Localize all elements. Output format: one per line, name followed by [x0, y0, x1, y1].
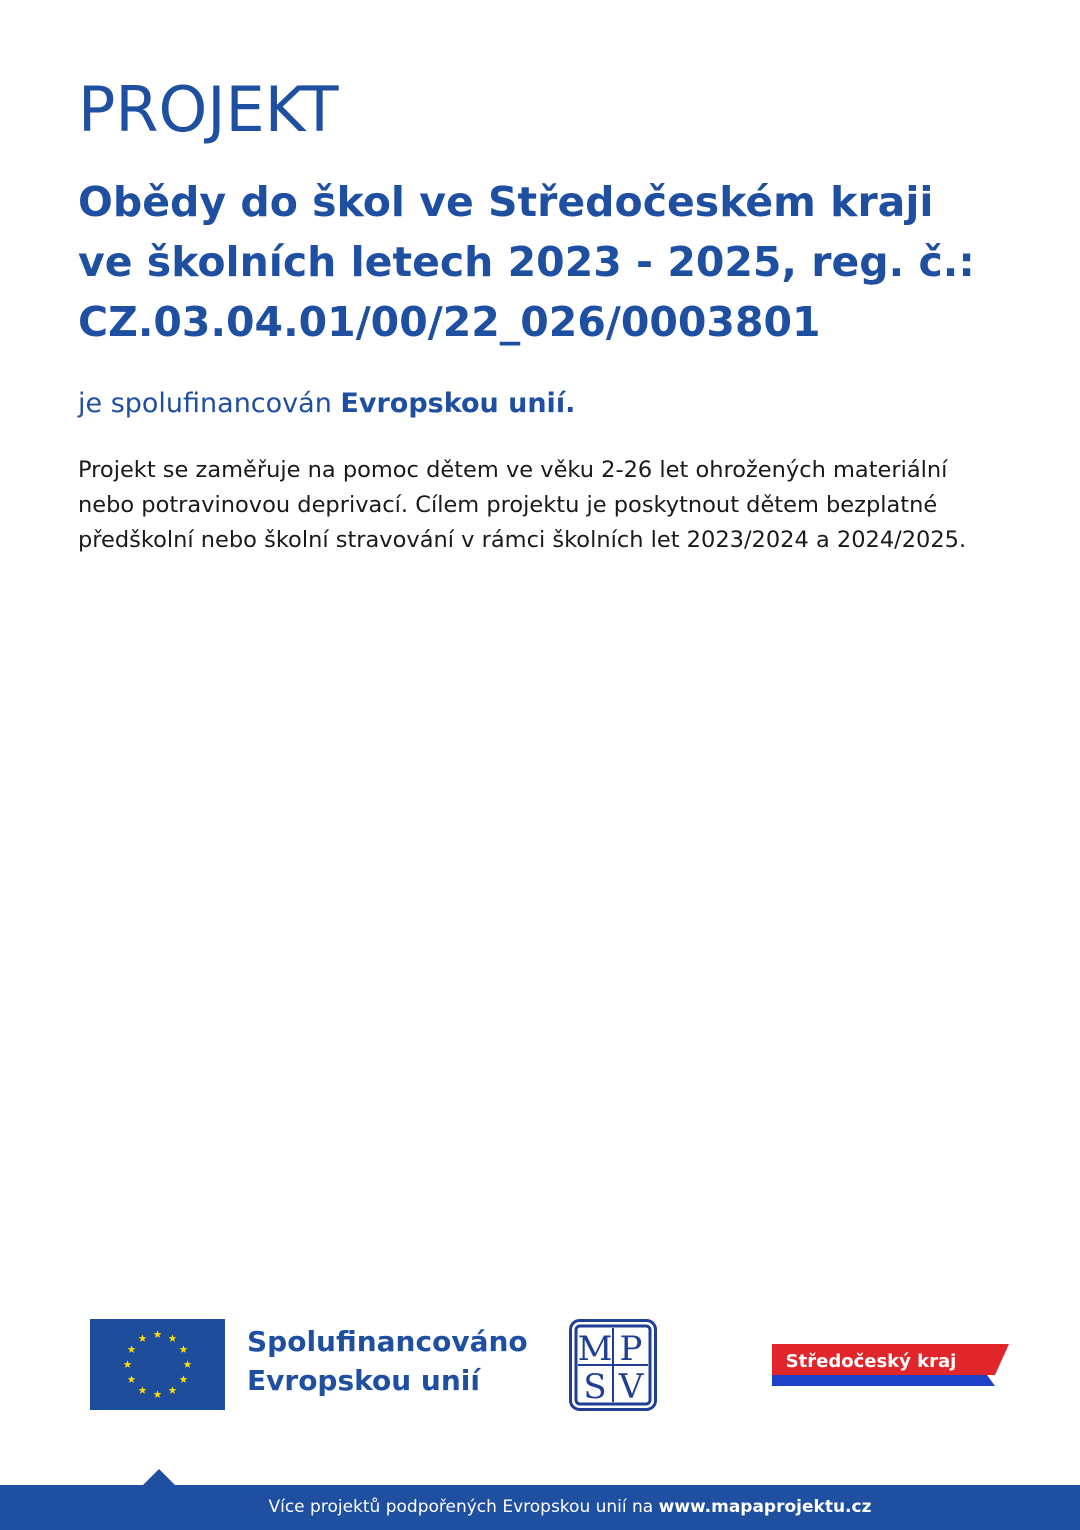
mpsv-letter-v: V [618, 1367, 644, 1407]
footer-notch [142, 1469, 176, 1486]
footer-caption: Více projektů podpořených Evropskou unií na [268, 1497, 654, 1517]
mpsv-letter-p: P [619, 1329, 643, 1369]
page-label: PROJEKT [78, 73, 339, 146]
mpsv-letter-m: M [577, 1329, 613, 1369]
stredocesky-kraj-logo [771, 1342, 1011, 1388]
description-line: Projekt se zaměřuje na pomoc dětem ve věku 2-26 let ohrožených materiální [78, 457, 948, 483]
project-title-line: CZ.03.04.01/00/22_026/0003801 [78, 298, 821, 346]
project-description [78, 453, 1038, 558]
cofinance-bold: Evropskou unií. [340, 388, 576, 419]
kraj-label: Středočeský kraj [785, 1351, 957, 1372]
cofinance-text: je spolufinancován [78, 388, 332, 419]
eu-cofinance-text [247, 1322, 528, 1400]
mpsv-logo [569, 1319, 657, 1411]
eu-flag-logo [90, 1319, 225, 1410]
eu-text-line: Evropskou unií [247, 1364, 480, 1397]
footer-text [0, 1485, 1080, 1530]
description-line: předškolní nebo školní stravování v rámci školních let 2023/2024 a 2024/2025. [78, 527, 967, 553]
eu-text-line: Spolufinancováno [247, 1325, 528, 1358]
project-title-line: Obědy do škol ve Středočeském kraji [78, 178, 934, 226]
footer-link[interactable]: www.mapaprojektu.cz [658, 1497, 872, 1517]
mpsv-letter-s: S [583, 1367, 607, 1407]
project-title [78, 172, 1038, 352]
project-title-line: ve školních letech 2023 - 2025, reg. č.: [78, 238, 975, 286]
description-line: nebo potravinovou deprivací. Cílem projektu je poskytnout dětem bezplatné [78, 492, 938, 518]
cofinance-statement [78, 382, 575, 426]
